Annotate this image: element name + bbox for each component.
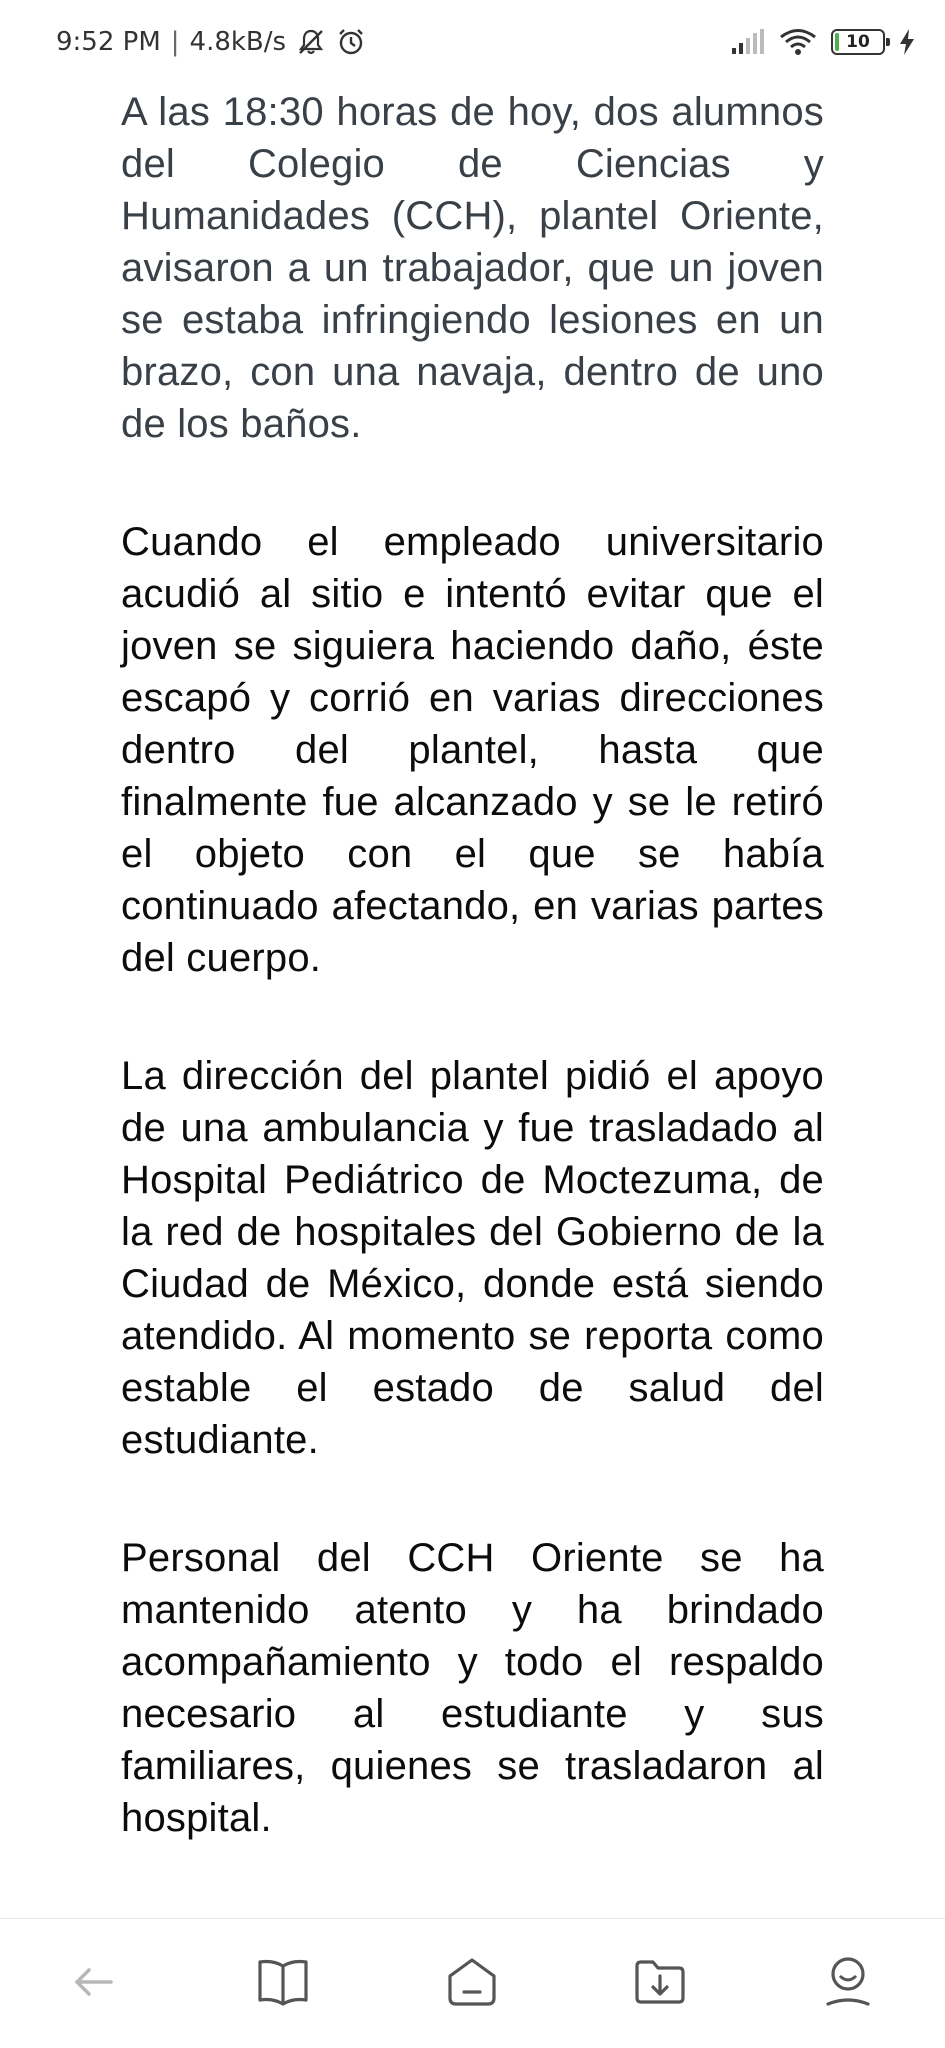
wifi-icon (779, 28, 817, 56)
home-button[interactable] (437, 1949, 507, 2019)
article-paragraph-2: Cuando el empleado universitario acudió al sitio e intentó evitar que el joven se siguiera haciendo daño, éste escapó y corrió en varias direcciones dentro del plantel, hasta que finalmente fue alcanzado y se le retiró el objeto con el que se había continuado afectando, en varias partes del cuerpo. (121, 520, 824, 980)
status-left (56, 27, 366, 57)
article-body (121, 86, 824, 1910)
status-separator: | (170, 27, 180, 57)
charging-icon (899, 29, 915, 55)
status-right (731, 28, 915, 56)
back-button[interactable] (58, 1949, 128, 2019)
battery-icon (831, 29, 885, 55)
signal-icon (731, 29, 765, 55)
notifications-muted-icon (296, 27, 326, 57)
profile-button[interactable] (813, 1949, 883, 2019)
article-paragraph-3: La dirección del plantel pidió el apoyo de una ambulancia y fue trasladado al Hospital Pediátrico de Moctezuma, de la red de hospitales del Gobierno de la Ciudad de México, donde está siendo atendido. Al momento se reporta como estable el estado de salud del estudiante. (121, 1054, 824, 1462)
book-icon (257, 1958, 309, 2011)
alarm-icon (336, 27, 366, 57)
home-icon (446, 1956, 498, 2013)
battery-level: 10 (846, 32, 870, 52)
article-paragraph-4: Personal del CCH Oriente se ha mantenido atento y ha brindado acompañamiento y todo el respaldo necesario al estudiante y sus familiares, quienes se trasladaron al hospital. (121, 1536, 824, 1840)
bookmarks-button[interactable] (248, 1949, 318, 2019)
downloads-button[interactable] (625, 1949, 695, 2019)
battery-fill (835, 33, 839, 51)
bottom-navigation (0, 1918, 945, 2048)
status-time: 9:52 PM (56, 27, 161, 57)
network-speed: 4.8kB/s (189, 27, 287, 57)
status-bar (0, 0, 945, 84)
profile-icon (823, 1956, 873, 2013)
back-arrow-icon (71, 1960, 115, 2009)
download-folder-icon (633, 1958, 687, 2011)
article-paragraph-1: A las 18:30 horas de hoy, dos alumnos del Colegio de Ciencias y Humanidades (CCH), plantel Oriente, avisaron a un trabajador, que un joven se estaba infringiendo lesiones en un brazo, con una navaja, dentro de uno de los baños. (121, 90, 824, 446)
